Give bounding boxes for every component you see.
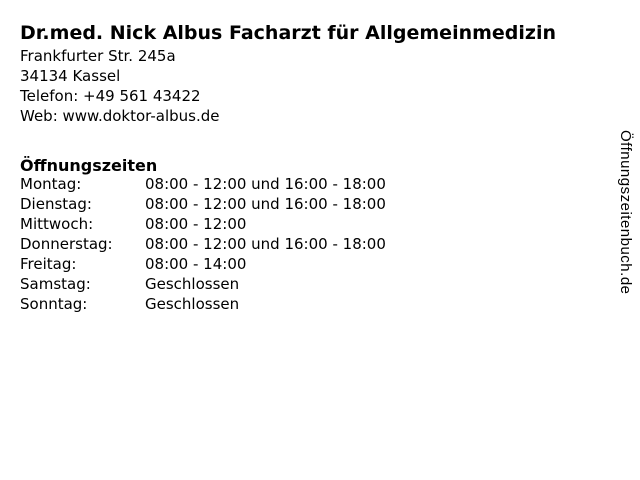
web-line: Web: www.doktor-albus.de (20, 107, 220, 125)
opening-hours-table (20, 174, 386, 314)
opening-hours-heading: Öffnungszeiten (20, 156, 158, 176)
day-label: Dienstag: (20, 195, 92, 213)
time-value: Geschlossen (145, 295, 240, 313)
time-value: 08:00 - 12:00 (145, 215, 247, 233)
time-value: Geschlossen (145, 275, 240, 293)
day-label: Mittwoch: (20, 215, 94, 233)
day-label: Sonntag: (20, 295, 88, 313)
day-label: Montag: (20, 175, 82, 193)
address-street: Frankfurter Str. 245a (20, 47, 176, 65)
site-branding-vertical-label: Öffnungszeitenbuch.de (617, 130, 634, 295)
address-city: 34134 Kassel (20, 67, 121, 85)
hours-row-saturday (20, 274, 386, 294)
day-label: Freitag: (20, 255, 77, 273)
phone-line: Telefon: +49 561 43422 (20, 87, 201, 105)
day-label: Donnerstag: (20, 235, 113, 253)
time-value: 08:00 - 12:00 und 16:00 - 18:00 (145, 175, 386, 193)
hours-row-thursday (20, 234, 386, 254)
hours-row-monday (20, 174, 386, 194)
hours-row-tuesday (20, 194, 386, 214)
time-value: 08:00 - 12:00 und 16:00 - 18:00 (145, 195, 386, 213)
time-value: 08:00 - 12:00 und 16:00 - 18:00 (145, 235, 386, 253)
hours-row-wednesday (20, 214, 386, 234)
hours-row-sunday (20, 294, 386, 314)
day-label: Samstag: (20, 275, 91, 293)
hours-row-friday (20, 254, 386, 274)
time-value: 08:00 - 14:00 (145, 255, 247, 273)
address-block (20, 46, 220, 126)
page-title: Dr.med. Nick Albus Facharzt für Allgemeinmedizin (20, 21, 556, 44)
